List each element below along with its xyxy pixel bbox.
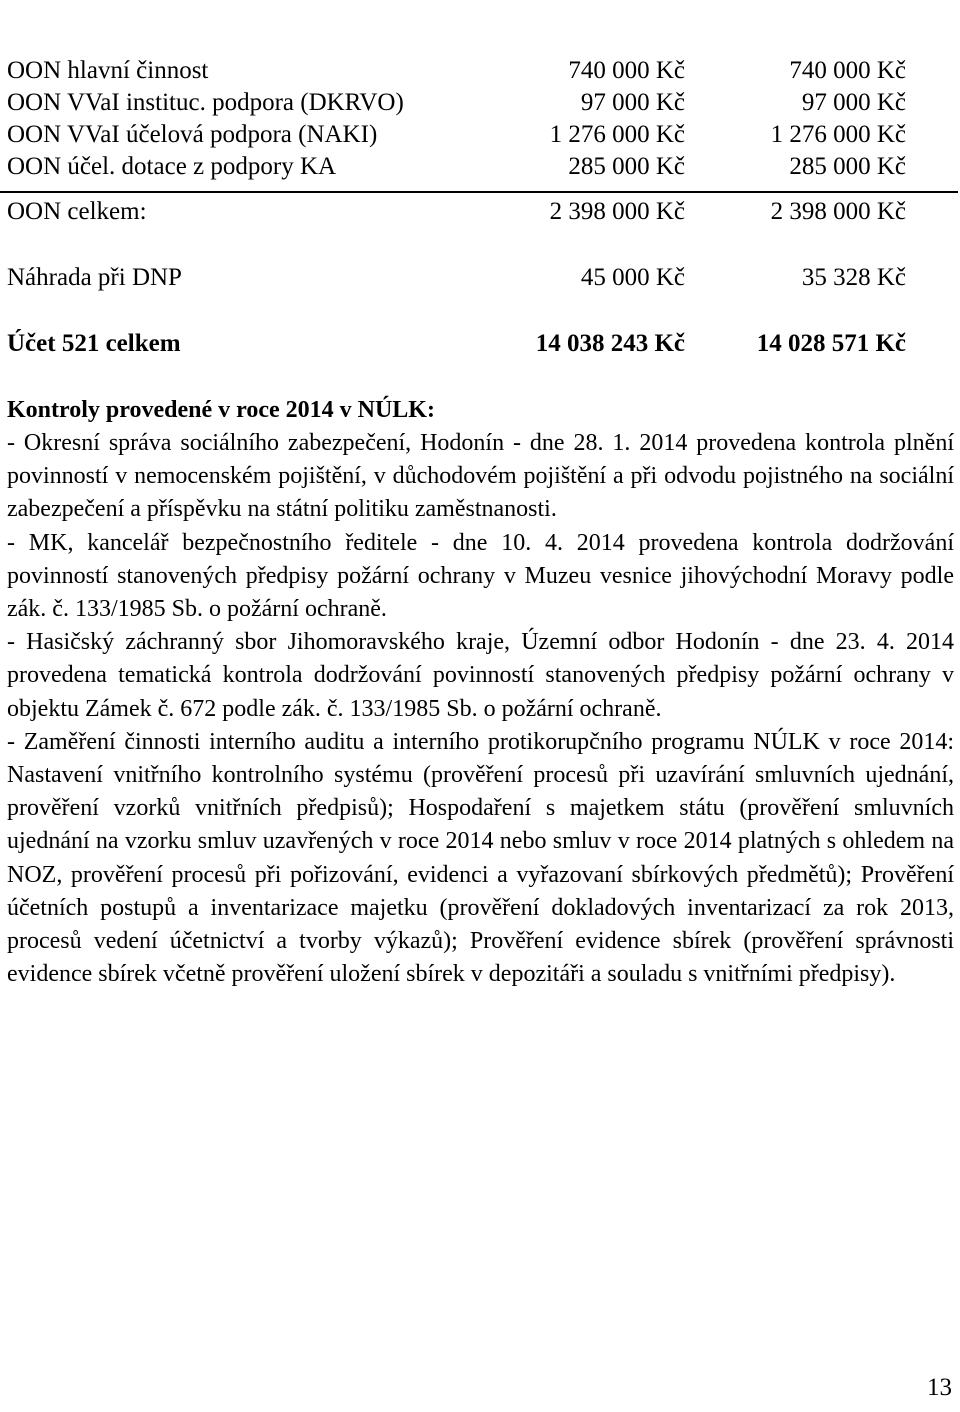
- oon-total-label: OON celkem:: [7, 198, 147, 225]
- oon-total-row: [7, 196, 958, 228]
- inspection-paragraph: - Hasičský záchranný sbor Jihomoravského kraje, Územní odbor Hodonín - dne 23. 4. 2014 provedena tematická kontrola dodržování povinností stanovených předpisy požární ochrany v objektu Zámek č. 672 podle zák. č. 133/1985 Sb. o požární ochraně.: [7, 629, 954, 722]
- table-row: [7, 87, 958, 119]
- dnp-label: Náhrada při DNP: [7, 264, 182, 291]
- row-label: OON účel. dotace z podpory KA: [7, 153, 337, 180]
- table-row: [7, 328, 958, 360]
- account-total-row: [7, 328, 958, 360]
- row-value-1: 740 000 Kč: [568, 57, 685, 84]
- dnp-value-1: 45 000 Kč: [580, 264, 685, 291]
- inspections-list: [7, 427, 954, 991]
- row-value-1: 97 000 Kč: [580, 89, 685, 116]
- inspection-paragraph: - Zaměření činnosti interního auditu a interního protikorupčního programu NÚLK v roce 2014: Nastavení vnitřního kontrolního systému (prověření procesů při uzavírání smluvních ujednání, prověření vzorků vnitřních předpisů); Hospodaření s majetkem státu (prověření smluvních ujednání na vzorku smluv uzavřených v roce 2014 nebo smluv v roce 2014 platných s ohledem na NOZ, prověření procesů při pořizování, evidenci a vyřazovaní sbírkových předmětů); Prověření účetních postupů a inventarizace majetku (prověření dokladových inventarizací za rok 2013, procesů vedení účetnictví a tvorby výkazů); Prověření evidence sbírek (prověření správnosti evidence sbírek včetně prověření uložení sbírek v depozitáři a souladu s vnitřními předpisy).: [7, 728, 954, 988]
- page-number: 13: [927, 1374, 952, 1401]
- table-row: [7, 55, 958, 87]
- row-value-2: 1 276 000 Kč: [770, 121, 906, 148]
- table-row: [7, 196, 958, 228]
- dnp-row: [7, 262, 958, 294]
- row-label: OON VVaI instituc. podpora (DKRVO): [7, 89, 404, 116]
- row-value-2: 97 000 Kč: [801, 89, 906, 116]
- table-divider: [0, 191, 958, 193]
- budget-table: [7, 55, 958, 183]
- inspections-heading: Kontroly provedené v roce 2014 v NÚLK:: [7, 397, 435, 423]
- dnp-value-2: 35 328 Kč: [801, 264, 906, 291]
- oon-total-value-1: 2 398 000 Kč: [549, 198, 685, 225]
- row-label: OON hlavní činnost: [7, 57, 209, 84]
- table-row: [7, 151, 958, 183]
- table-row: [7, 119, 958, 151]
- row-label: OON VVaI účelová podpora (NAKI): [7, 121, 378, 148]
- account-total-value-1: 14 038 243 Kč: [535, 330, 685, 357]
- row-value-1: 285 000 Kč: [568, 153, 685, 180]
- table-row: [7, 262, 958, 294]
- row-value-2: 285 000 Kč: [789, 153, 906, 180]
- account-total-label: Účet 521 celkem: [7, 330, 181, 357]
- row-value-1: 1 276 000 Kč: [549, 121, 685, 148]
- inspection-paragraph: - Okresní správa sociálního zabezpečení, Hodonín - dne 28. 1. 2014 provedena kontrola plnění povinností v nemocenském pojištění, v důchodovém pojištění a při odvodu pojistného na sociální zabezpečení a příspěvku na státní politiku zaměstnanosti.: [7, 430, 954, 523]
- account-total-value-2: 14 028 571 Kč: [756, 330, 906, 357]
- inspection-paragraph: - MK, kancelář bezpečnostního ředitele - dne 10. 4. 2014 provedena kontrola dodržování povinností stanovených předpisy požární ochrany v Muzeu vesnice jihovýchodní Moravy podle zák. č. 133/1985 Sb. o požární ochraně.: [7, 529, 954, 623]
- oon-total-value-2: 2 398 000 Kč: [770, 198, 906, 225]
- row-value-2: 740 000 Kč: [789, 57, 906, 84]
